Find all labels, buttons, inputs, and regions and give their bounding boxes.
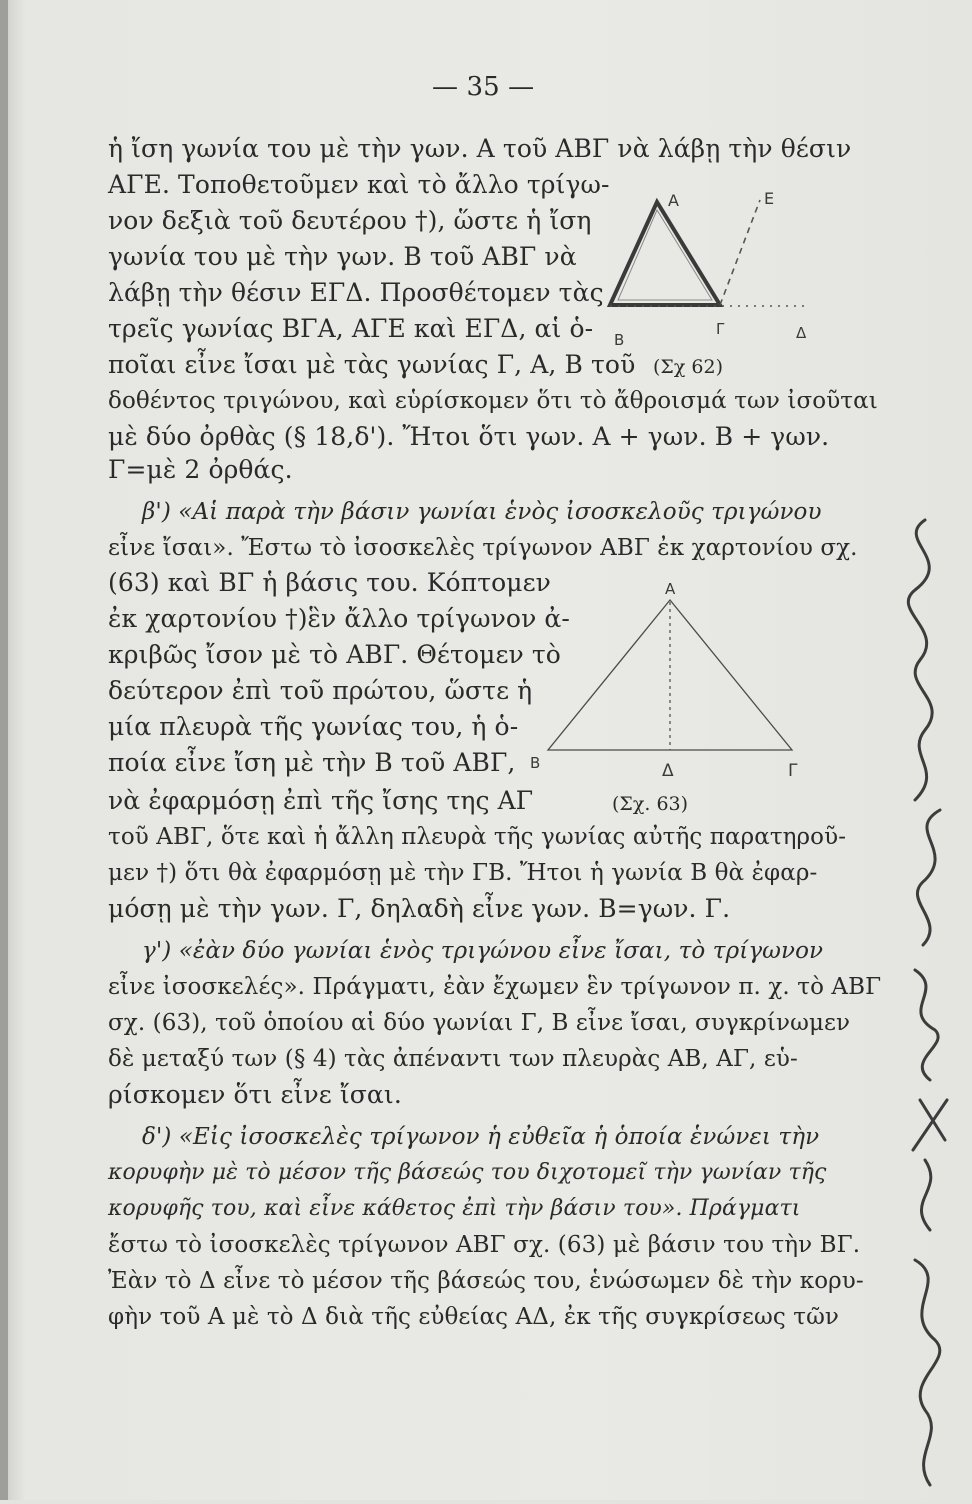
text-line-2: ΑΓΕ. Τοποθετοῦμεν καὶ τὸ ἄλλο τρίγω- (108, 170, 610, 199)
text-line-9: μὲ δύο ὀρθὰς (§ 18,δ'). Ἤτοι ὅτι γων. Α + γων. Β + γων. (108, 422, 830, 451)
text-line-27: ρίσκομεν ὅτι εἶνε ἴσαι. (108, 1080, 402, 1109)
text-line-15: κριβῶς ἴσον μὲ τὸ ΑΒΓ. Θέτομεν τὸ (108, 640, 561, 669)
text-line-6: τρεῖς γωνίας ΒΓΑ, ΑΓΕ καὶ ΕΓΔ, αἱ ὁ- (108, 314, 594, 343)
text-line-30: κορυφῆς του, καὶ εἶνε κάθετος ἐπὶ τὴν βάσιν του». Πράγματι (108, 1196, 801, 1221)
fig63-label-d: Δ (662, 761, 674, 781)
text-line-33: φὴν τοῦ Α μὲ τὸ Δ διὰ τῆς εὐθείας ΑΔ, ἐκ τῆς συγκρίσεως τῶν (108, 1304, 840, 1330)
figure-62-caption: (Σχ 62) (653, 356, 723, 378)
handwriting-scribble (885, 500, 965, 1500)
figure-63-caption: (Σχ. 63) (612, 793, 689, 815)
text-line-16: δεύτερον ἐπὶ τοῦ πρώτου, ὥστε ἡ (108, 676, 533, 705)
text-line-14: ἐκ χαρτονίου †)ἓν ἄλλο τρίγωνον ἀ- (108, 604, 570, 633)
fig62-label-a: A (668, 191, 679, 210)
text-line-29: κορυφὴν μὲ τὸ μέσον τῆς βάσεώς του διχοτομεῖ τὴν γωνίαν τῆς (108, 1160, 827, 1185)
fig62-label-e: E (764, 189, 775, 208)
text-line-8: δοθέντος τριγώνου, καὶ εὑρίσκομεν ὅτι τὸ ἄθροισμά των ἰσοῦται (108, 388, 878, 414)
triangle-abg (610, 202, 720, 305)
text-line-18: ποία εἶνε ἴση μὲ τὴν Β τοῦ ΑΒΓ, (108, 748, 516, 777)
text-line-23: γ') «ἐὰν δύο γωνίαι ἑνὸς τριγώνου εἶνε ἴσαι, τὸ τρίγωνον (142, 938, 824, 964)
text-line-20: τοῦ ΑΒΓ, ὅτε καὶ ἡ ἄλλη πλευρὰ τῆς γωνίας αὐτῆς παρατηροῦ- (108, 824, 847, 850)
text-line-22: μόσῃ μὲ τὴν γων. Γ, δηλαδὴ εἶνε γων. Β=γων. Γ. (108, 894, 731, 923)
text-line-32: Ἐὰν τὸ Δ εἶνε τὸ μέσον τῆς βάσεώς του, ἑνώσωμεν δὲ τὴν κορυ- (108, 1268, 864, 1294)
text-line-26: δὲ μεταξύ των (§ 4) τὰς ἀπέναντι των πλευρὰς ΑΒ, ΑΓ, εὑ- (108, 1046, 798, 1072)
text-line-19: νὰ ἐφαρμόσῃ ἐπὶ τῆς ἴσης της ΑΓ (108, 786, 534, 815)
text-line-4: γωνία του μὲ τὴν γων. Β τοῦ ΑΒΓ νὰ (108, 242, 577, 271)
fig62-label-d: Δ (796, 324, 807, 342)
dashed-line-ge (720, 200, 760, 305)
handwritten-margin-note (885, 500, 965, 1500)
figure-63 (530, 572, 820, 782)
fig63-label-g: Γ (788, 761, 798, 781)
text-line-31: ἔστω τὸ ἰσοσκελὲς τρίγωνον ΑΒΓ σχ. (63) μὲ βάσιν του τὴν ΒΓ. (108, 1232, 861, 1258)
text-line-28: δ') «Εἰς ἰσοσκελὲς τρίγωνον ἡ εὐθεῖα ἡ ὁποία ἑνώνει τὴν (142, 1124, 820, 1150)
fig63-label-a: A (665, 580, 676, 598)
text-line-21: μεν †) ὅτι θὰ ἐφαρμόσῃ μὲ τὴν ΓΒ. Ἤτοι ἡ γωνία Β θὰ ἐφαρ- (108, 860, 818, 886)
text-line-7: ποῖαι εἶνε ἴσαι μὲ τὰς γωνίας Γ, Α, Β τοῦ (108, 350, 636, 379)
fig63-label-b: B (530, 754, 541, 772)
book-spine-edge (0, 0, 8, 1500)
fig62-label-b: B (614, 331, 625, 349)
fig62-label-g: Γ (716, 320, 725, 338)
text-line-5: λάβῃ τὴν θέσιν ΕΓΔ. Προσθέτομεν τὰς (108, 278, 604, 307)
text-line-1: ἡ ἴση γωνία του μὲ τὴν γων. Α τοῦ ΑΒΓ νὰ λάβῃ τὴν θέσιν (108, 134, 852, 163)
text-line-13: (63) καὶ ΒΓ ἡ βάσις του. Κόπτομεν (108, 568, 551, 597)
figure-62 (600, 180, 840, 350)
text-line-10: Γ=μὲ 2 ὀρθάς. (108, 455, 293, 484)
text-line-25: σχ. (63), τοῦ ὁποίου αἱ δύο γωνίαι Γ, Β εἶνε ἴσαι, συγκρίνωμεν (108, 1010, 851, 1036)
text-line-11: β') «Αἱ παρὰ τὴν βάσιν γωνίαι ἑνὸς ἰσοσκελοῦς τριγώνου (142, 499, 822, 525)
text-line-17: μία πλευρὰ τῆς γωνίας του, ἡ ὁ- (108, 712, 519, 741)
text-line-24: εἶνε ἰσοσκελές». Πράγματι, ἐὰν ἔχωμεν ἓν τρίγωνον π. χ. τὸ ΑΒΓ (108, 974, 882, 1000)
text-line-12: εἶνε ἴσαι». Ἔστω τὸ ἰσοσκελὲς τρίγωνον ΑΒΓ ἐκ χαρτονίου σχ. (108, 535, 858, 561)
text-line-3: νον δεξιὰ τοῦ δευτέρου †), ὥστε ἡ ἴση (108, 206, 592, 235)
page-number: — 35 — (432, 72, 535, 102)
